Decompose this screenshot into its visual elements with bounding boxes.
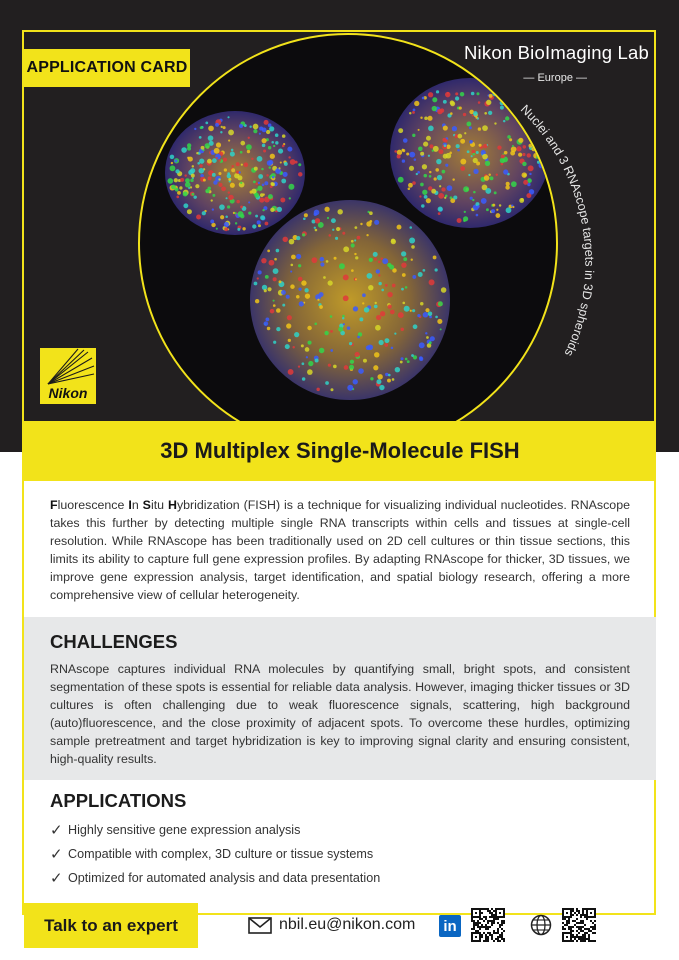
applications-list: [50, 818, 380, 890]
list-item: ✓ Optimized for automated analysis and data presentation: [50, 870, 381, 887]
intro-paragraph: Fluorescence In Situ Hybridization (FISH) is a technique for visualizing individual nucleotides. RNAscope takes this further by detecting multiple single RNA transcripts within cells and tissues at single-cell resolution. While RNAscope has been traditionally used on 2D cell cultures or thin tissue sections, this limits its ability to capture full gene expression profiles. By adapting RNAscope for thicker, 3D tissues, we improve gene expression analysis, target identification, and spatial biology research, offering a more comprehensive view of cellular heterogeneity.: [50, 498, 630, 602]
globe-icon[interactable]: [530, 914, 552, 936]
challenges-heading: CHALLENGES: [50, 631, 178, 652]
card-frame: [22, 30, 656, 915]
challenges-body: RNAscope captures individual RNA molecules by quantifying small, bright spots, and consistent segmentation of these spots is essential for reliable data analysis. However, imaging thicker tissues or 3D cultures is often challenging due to weak fluorescence signals, scattering, high background (auto)fluorescence, and the close proximity of adjacent spots. To overcome these hurdles, optimizing sample pretreatment and target hybridization is key to improving signal clarity and ensuring consistent, high-quality results.: [50, 662, 630, 766]
applications-heading: APPLICATIONS: [50, 790, 187, 811]
footer-bar: [24, 903, 656, 948]
check-icon: ✓: [50, 822, 63, 839]
mail-icon: [248, 917, 272, 934]
linkedin-icon[interactable]: in: [439, 915, 461, 937]
list-item: ✓ Compatible with complex, 3D culture or tissue systems: [50, 846, 374, 863]
website-qr-code: [562, 908, 596, 942]
email-link[interactable]: nbil.eu@nikon.com: [279, 916, 416, 933]
svg-text:Nikon: Nikon: [48, 385, 88, 401]
svg-text:Nuclei and 3 RNAscope targets: Nuclei and 3 RNAscope targets in 3D spheroids: [517, 102, 597, 359]
page-title: 3D Multiplex Single-Molecule FISH: [24, 421, 656, 481]
application-card-tag: APPLICATION CARD: [24, 49, 190, 87]
challenges-section: [24, 617, 656, 780]
lab-region: — Europe —: [523, 72, 587, 84]
talk-to-expert-button[interactable]: Talk to an expert: [24, 903, 198, 948]
list-item: ✓ Highly sensitive gene expression analysis: [50, 822, 301, 839]
check-icon: ✓: [50, 870, 63, 887]
lab-name: Nikon BioImaging Lab: [464, 42, 649, 63]
check-icon: ✓: [50, 846, 63, 863]
linkedin-qr-code: [471, 908, 505, 942]
